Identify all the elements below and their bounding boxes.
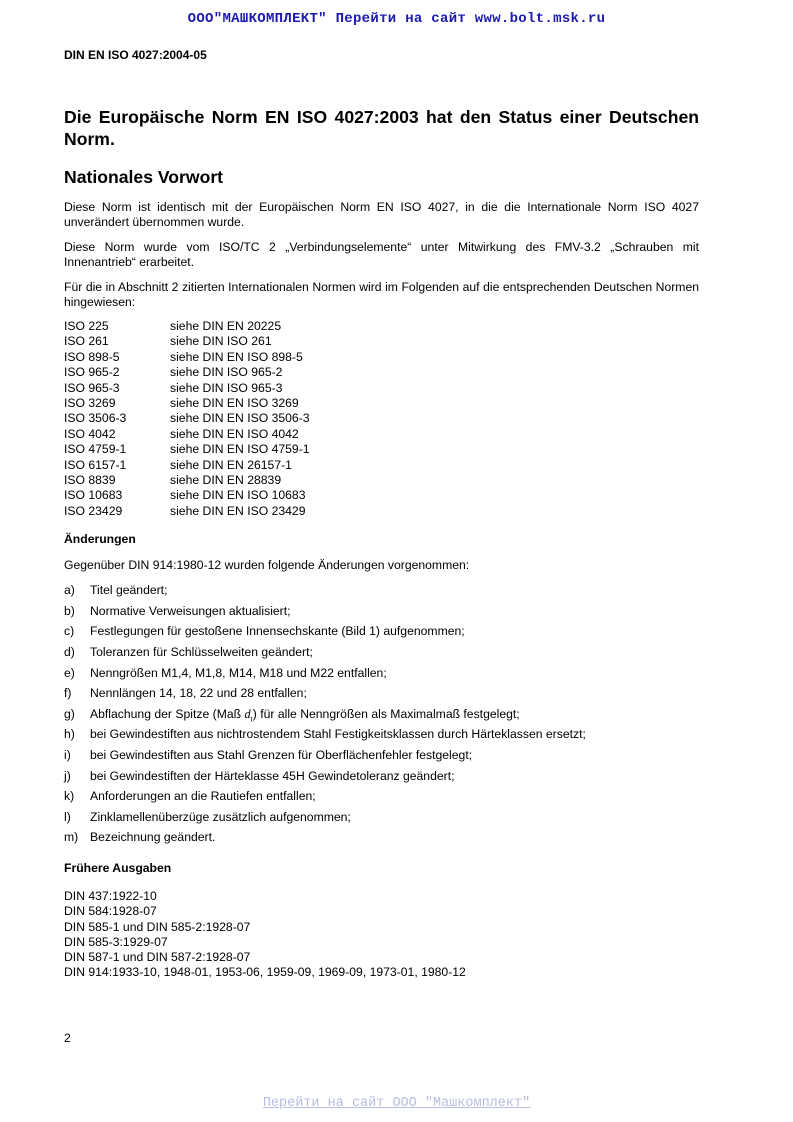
list-item-text: Festlegungen für gestoßene Innensechskante (Bild 1) aufgenommen;: [90, 624, 465, 639]
reference-iso: ISO 3506-3: [64, 411, 127, 426]
reference-iso: ISO 965-2: [64, 365, 120, 380]
list-item-text: Normative Verweisungen aktualisiert;: [90, 603, 291, 618]
previous-edition-item: DIN 585-1 und DIN 585-2:1928-07: [64, 919, 251, 934]
reference-iso: ISO 4042: [64, 426, 116, 441]
previous-edition-item: DIN 584:1928-07: [64, 904, 157, 919]
list-item-text: bei Gewindestiften aus nichtrostendem Stahl Festigkeitsklassen durch Härteklassen ersetzt;: [90, 727, 586, 742]
reference-iso: ISO 225: [64, 319, 109, 333]
list-item-text: Titel geändert;: [90, 583, 168, 598]
reference-iso: ISO 261: [64, 334, 109, 349]
list-item-text-after: ) für alle Nenngrößen als Maximalmaß festgelegt;: [252, 706, 520, 721]
reference-din: siehe DIN ISO 261: [170, 334, 272, 349]
dimension-subscript: t: [250, 714, 253, 724]
reference-iso: ISO 898-5: [64, 349, 120, 364]
reference-row: [64, 350, 699, 365]
changes-intro: Gegenüber DIN 914:1980-12 wurden folgende Änderungen vorgenommen:: [64, 558, 470, 573]
list-item-letter: d): [64, 645, 75, 660]
reference-row: [64, 488, 699, 503]
list-item-letter: m): [64, 830, 79, 845]
reference-row: [64, 442, 699, 457]
previous-edition-item: DIN 914:1933-10, 1948-01, 1953-06, 1959-09, 1969-09, 1973-01, 1980-12: [64, 965, 466, 980]
reference-row: [64, 458, 699, 473]
list-item: [64, 666, 699, 687]
list-item: [64, 727, 699, 748]
reference-row: [64, 504, 699, 519]
list-item-letter: a): [64, 583, 75, 598]
list-item-letter: f): [64, 686, 72, 701]
reference-din: siehe DIN ISO 965-3: [170, 380, 283, 395]
national-foreword-heading: Nationales Vorwort: [64, 167, 224, 187]
list-item: [64, 624, 699, 645]
reference-din: siehe DIN EN ISO 10683: [170, 488, 306, 503]
list-item-letter: l): [64, 809, 71, 824]
foreword-paragraph-2: Diese Norm wurde vom ISO/TC 2 „Verbindungselemente“ unter Mitwirkung des FMV-3.2 „Schrauben mit Innenantrieb“ erarbeitet.: [64, 240, 699, 269]
reference-din: siehe DIN ISO 965-2: [170, 365, 283, 380]
reference-row: [64, 473, 699, 488]
list-item-letter: j): [64, 768, 71, 783]
list-item: [64, 707, 699, 728]
previous-edition-item: DIN 437:1922-10: [64, 889, 157, 903]
list-item-text: bei Gewindestiften aus Stahl Grenzen für Oberflächenfehler festgelegt;: [90, 748, 473, 763]
reference-row: [64, 427, 699, 442]
previous-editions-list: [64, 889, 699, 981]
page-number: 2: [64, 1031, 71, 1045]
reference-din: siehe DIN EN ISO 23429: [170, 503, 306, 518]
dimension-symbol: d: [244, 706, 251, 721]
list-item-text: Anforderungen an die Rautiefen entfallen;: [90, 789, 316, 804]
changes-list: [64, 583, 699, 851]
list-item: [64, 830, 699, 851]
list-item: [64, 769, 699, 790]
list-item: [64, 645, 699, 666]
previous-editions-heading: Frühere Ausgaben: [64, 861, 172, 875]
reference-iso: ISO 3269: [64, 396, 116, 411]
list-item-text: [90, 707, 520, 723]
list-item: [64, 604, 699, 625]
list-item: [64, 810, 699, 831]
list-item-letter: g): [64, 706, 75, 721]
list-item: [64, 686, 699, 707]
reference-row: [64, 411, 699, 426]
list-item-text: Nenngrößen M1,4, M1,8, M14, M18 und M22 entfallen;: [90, 665, 387, 680]
reference-din: siehe DIN EN ISO 4759-1: [170, 442, 310, 457]
reference-row: [64, 334, 699, 349]
list-item: [64, 748, 699, 769]
bottom-site-link[interactable]: Перейти на сайт ООО "Машкомплект": [262, 1096, 531, 1111]
changes-heading: Änderungen: [64, 532, 136, 547]
previous-edition-item: DIN 587-1 und DIN 587-2:1928-07: [64, 950, 251, 965]
reference-row: [64, 365, 699, 380]
document-title: Die Europäische Norm EN ISO 4027:2003 hat den Status einer Deutschen Norm.: [64, 107, 699, 149]
reference-row: [64, 396, 699, 411]
reference-din: siehe DIN EN ISO 3506-3: [170, 411, 310, 426]
reference-din: siehe DIN EN ISO 898-5: [170, 349, 303, 364]
previous-edition-item: DIN 585-3:1929-07: [64, 934, 168, 949]
reference-iso: ISO 10683: [64, 488, 123, 503]
reference-iso: ISO 6157-1: [64, 457, 127, 472]
list-item-text: Toleranzen für Schlüsselweiten geändert;: [90, 645, 313, 660]
reference-din: siehe DIN EN ISO 4042: [170, 426, 299, 441]
reference-iso: ISO 965-3: [64, 380, 120, 395]
reference-row: [64, 381, 699, 396]
reference-din: siehe DIN EN ISO 3269: [170, 396, 299, 411]
list-item-letter: k): [64, 789, 75, 804]
reference-din: siehe DIN EN 28839: [170, 473, 282, 488]
list-item-text-before: Abflachung der Spitze (Maß: [90, 706, 245, 721]
list-item-text: Bezeichnung geändert.: [90, 830, 216, 845]
reference-iso: ISO 4759-1: [64, 442, 127, 457]
list-item-text: bei Gewindestiften der Härteklasse 45H Gewindetoleranz geändert;: [90, 768, 455, 783]
list-item-letter: h): [64, 727, 75, 742]
reference-din: siehe DIN EN 20225: [170, 319, 282, 333]
reference-iso: ISO 8839: [64, 473, 116, 488]
list-item: [64, 583, 699, 604]
foreword-paragraph-1: Diese Norm ist identisch mit der Europäischen Norm EN ISO 4027, in die die Internationale Norm ISO 4027 unverändert übernommen wurde.: [64, 200, 699, 229]
list-item-letter: c): [64, 624, 75, 639]
list-item-text: Zinklamellenüberzüge zusätzlich aufgenommen;: [90, 809, 351, 824]
list-item-letter: b): [64, 603, 75, 618]
reference-iso: ISO 23429: [64, 503, 123, 518]
list-item: [64, 789, 699, 810]
reference-din: siehe DIN EN 26157-1: [170, 457, 292, 472]
list-item-letter: e): [64, 665, 75, 680]
page-content: [64, 106, 699, 981]
list-item-letter: i): [64, 748, 71, 763]
list-item-text: Nennlängen 14, 18, 22 und 28 entfallen;: [90, 686, 307, 701]
foreword-paragraph-3: Für die in Abschnitt 2 zitierten Internationalen Normen wird im Folgenden auf die entsprechenden Deutschen Normen hingewiesen:: [64, 280, 699, 309]
top-banner[interactable]: ООО"МАШКОМПЛЕКТ" Перейти на сайт www.bolt.msk.ru: [187, 11, 606, 27]
document-id: DIN EN ISO 4027:2004-05: [64, 48, 207, 62]
reference-row: [64, 319, 699, 334]
reference-table: [64, 319, 699, 519]
